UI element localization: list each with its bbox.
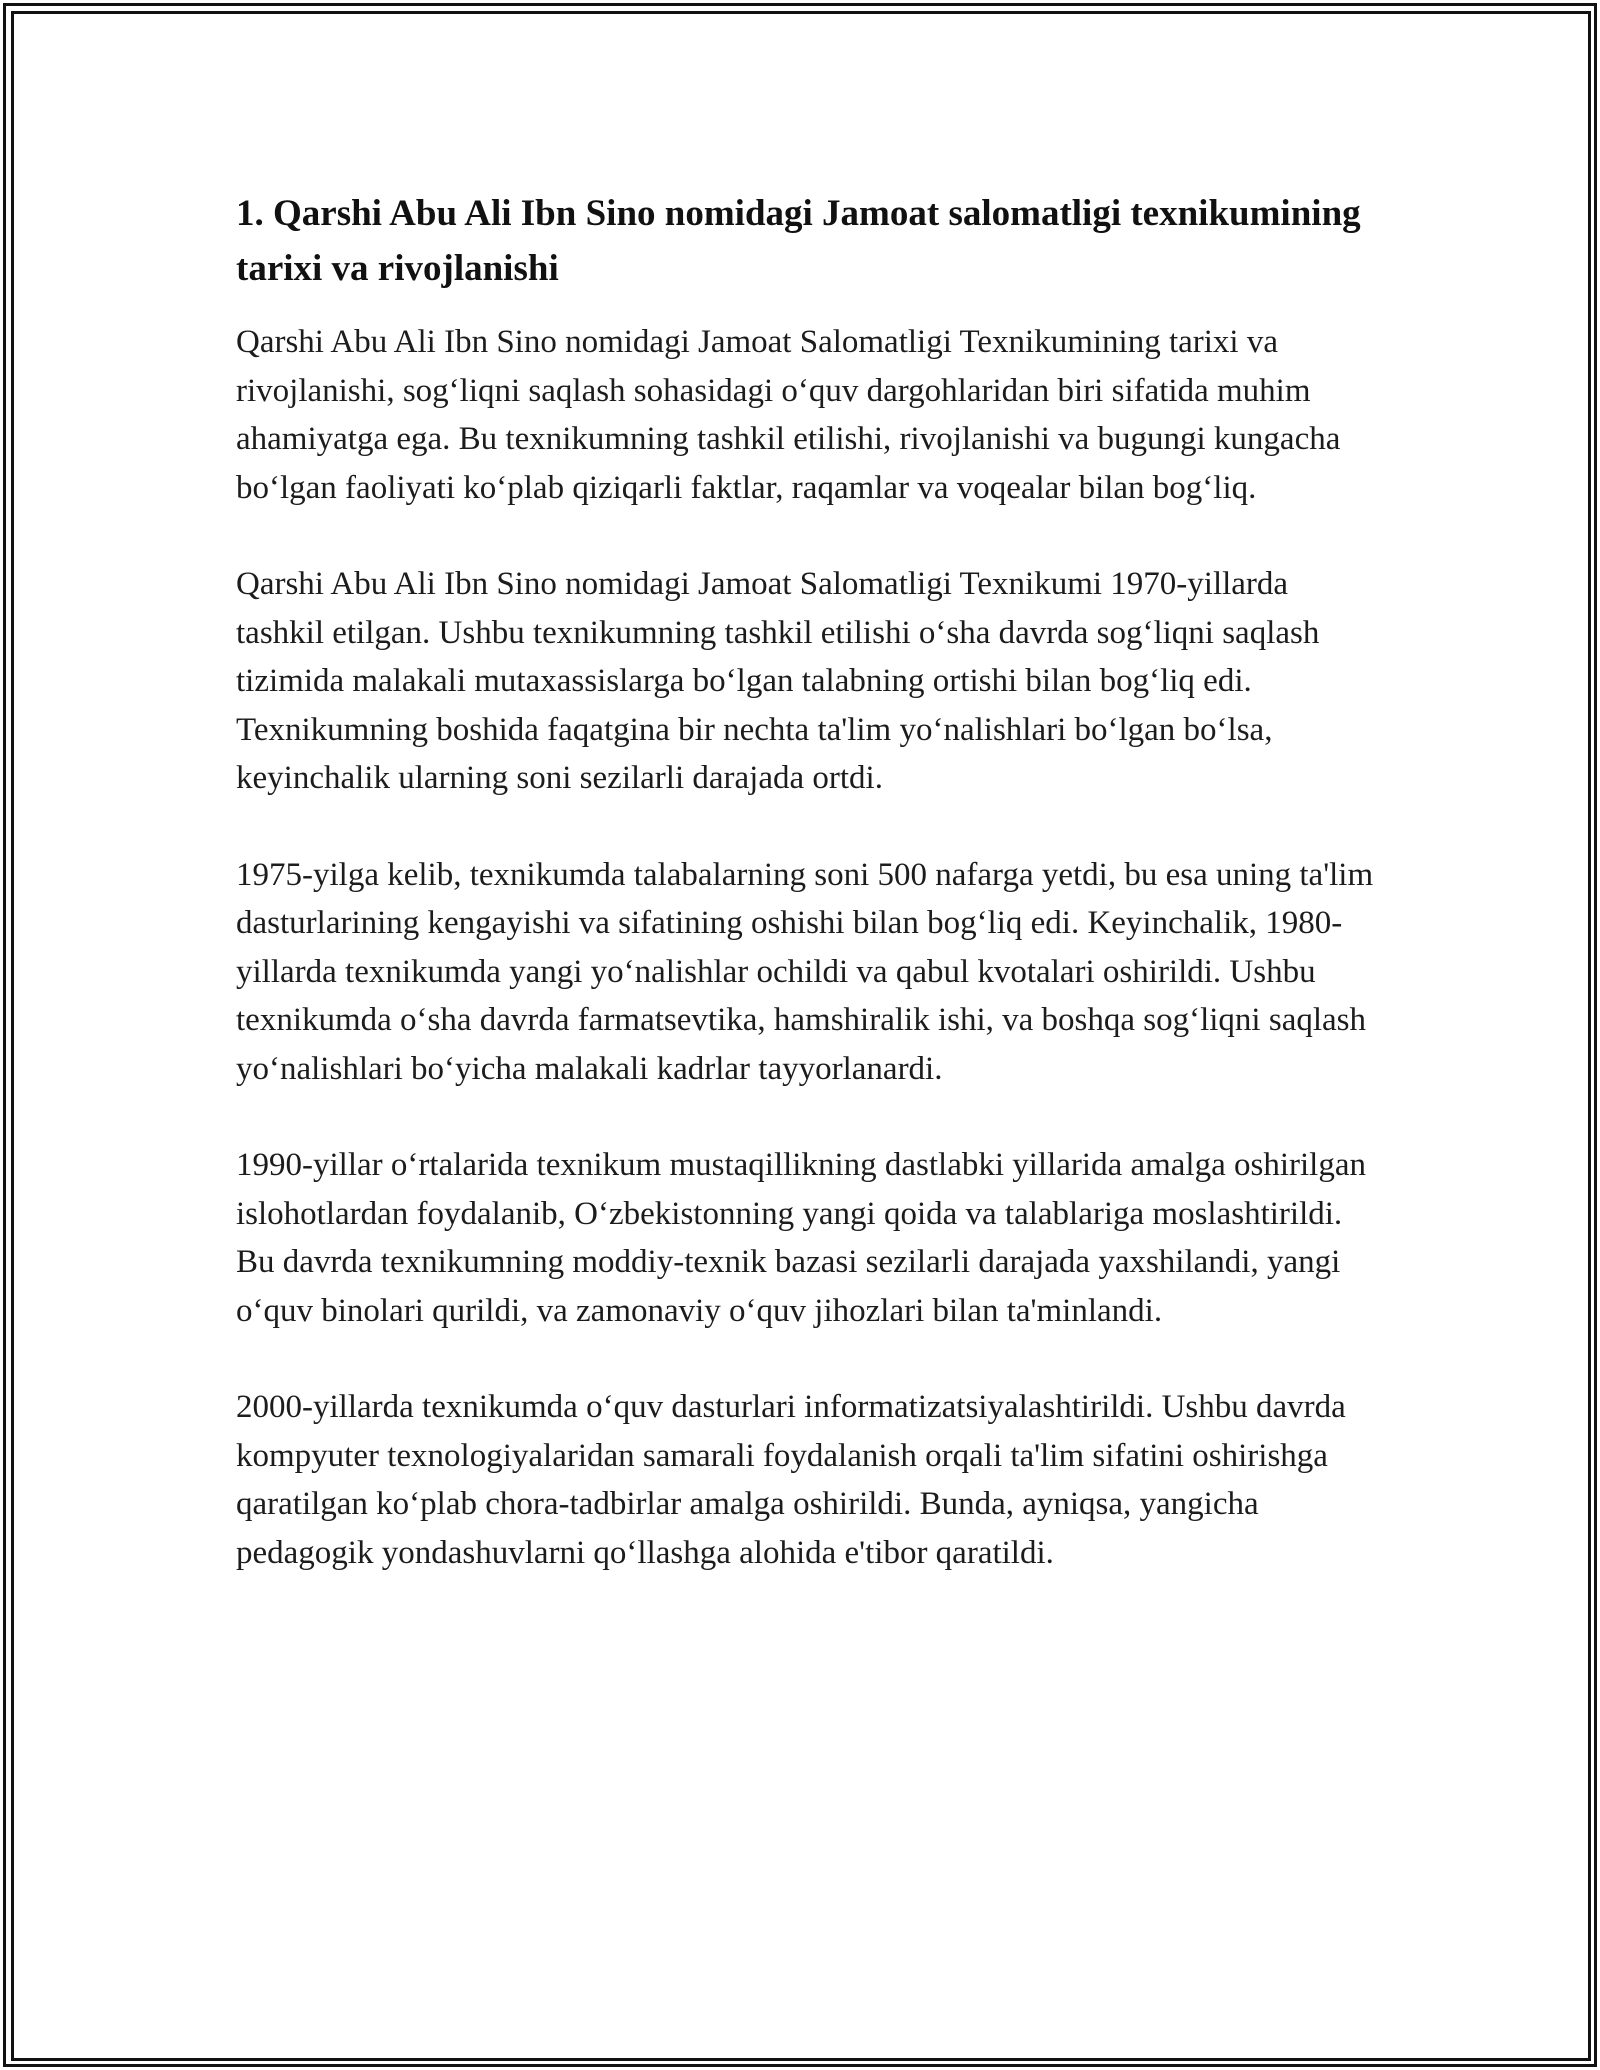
paragraph-2000s: 2000-yillarda texnikumda o‘quv dasturlari informatizatsiyalashtirildi. Ushbu davrda kompyuter texnologiyalaridan samarali foydalanish orqali ta'lim sifatini oshirishga qaratilgan ko‘plab chora-tadbirlar amalga oshirildi. Bunda, ayniqsa, yangicha pedagogik yondashuvlarni qo‘llashga alohida e'tibor qaratildi.: [236, 1389, 1346, 1571]
paragraph-founding: Qarshi Abu Ali Ibn Sino nomidagi Jamoat Salomatligi Texnikumi 1970-yillarda tashkil etilgan. Ushbu texnikumning tashkil etilishi o‘sha davrda sog‘liqni saqlash tizimida malakali mutaxassislarga bo‘lgan talabning ortishi bilan bog‘liq edi. Texnikumning boshida faqatgina bir nechta ta'lim yo‘nalishlari bo‘lgan bo‘lsa, keyinchalik ularning soni sezilarli darajada ortdi.: [236, 566, 1320, 796]
section-heading: 1. Qarshi Abu Ali Ibn Sino nomidagi Jamoat salomatligi texnikumining tarixi va rivojlanishi: [236, 193, 1361, 289]
paragraph-1975-1980: 1975-yilga kelib, texnikumda talabalarning soni 500 nafarga yetdi, bu esa uning ta'lim dasturlarining kengayishi va sifatining oshishi bilan bog‘liq edi. Keyinchalik, 1980-yillarda texnikumda yangi yo‘nalishlar ochildi va qabul kvotalari oshirildi. Ushbu texnikumda o‘sha davrda farmatsevtika, hamshiralik ishi, va boshqa sog‘liqni saqlash yo‘nalishlari bo‘yicha malakali kadrlar tayyorlanardi.: [236, 856, 1374, 1087]
paragraph-intro: Qarshi Abu Ali Ibn Sino nomidagi Jamoat Salomatligi Texnikumining tarixi va rivojlanishi, sog‘liqni saqlash sohasidagi o‘quv dargohlaridan biri sifatida muhim ahamiyatga ega. Bu texnikumning tashkil etilishi, rivojlanishi va bugungi kungacha bo‘lgan faoliyati ko‘plab qiziqarli faktlar, raqamlar va voqealar bilan bog‘liq.: [236, 324, 1341, 506]
paragraph-1990s: 1990-yillar o‘rtalarida texnikum mustaqillikning dastlabki yillarida amalga oshirilgan islohotlardan foydalanib, O‘zbekistonning yangi qoida va talablariga moslashtirildi. Bu davrda texnikumning moddiy-texnik bazasi sezilarli darajada yaxshilandi, yangi o‘quv binolari qurildi, va zamonaviy o‘quv jihozlari bilan ta'minlandi.: [236, 1147, 1366, 1329]
document-body: [236, 186, 1376, 1625]
